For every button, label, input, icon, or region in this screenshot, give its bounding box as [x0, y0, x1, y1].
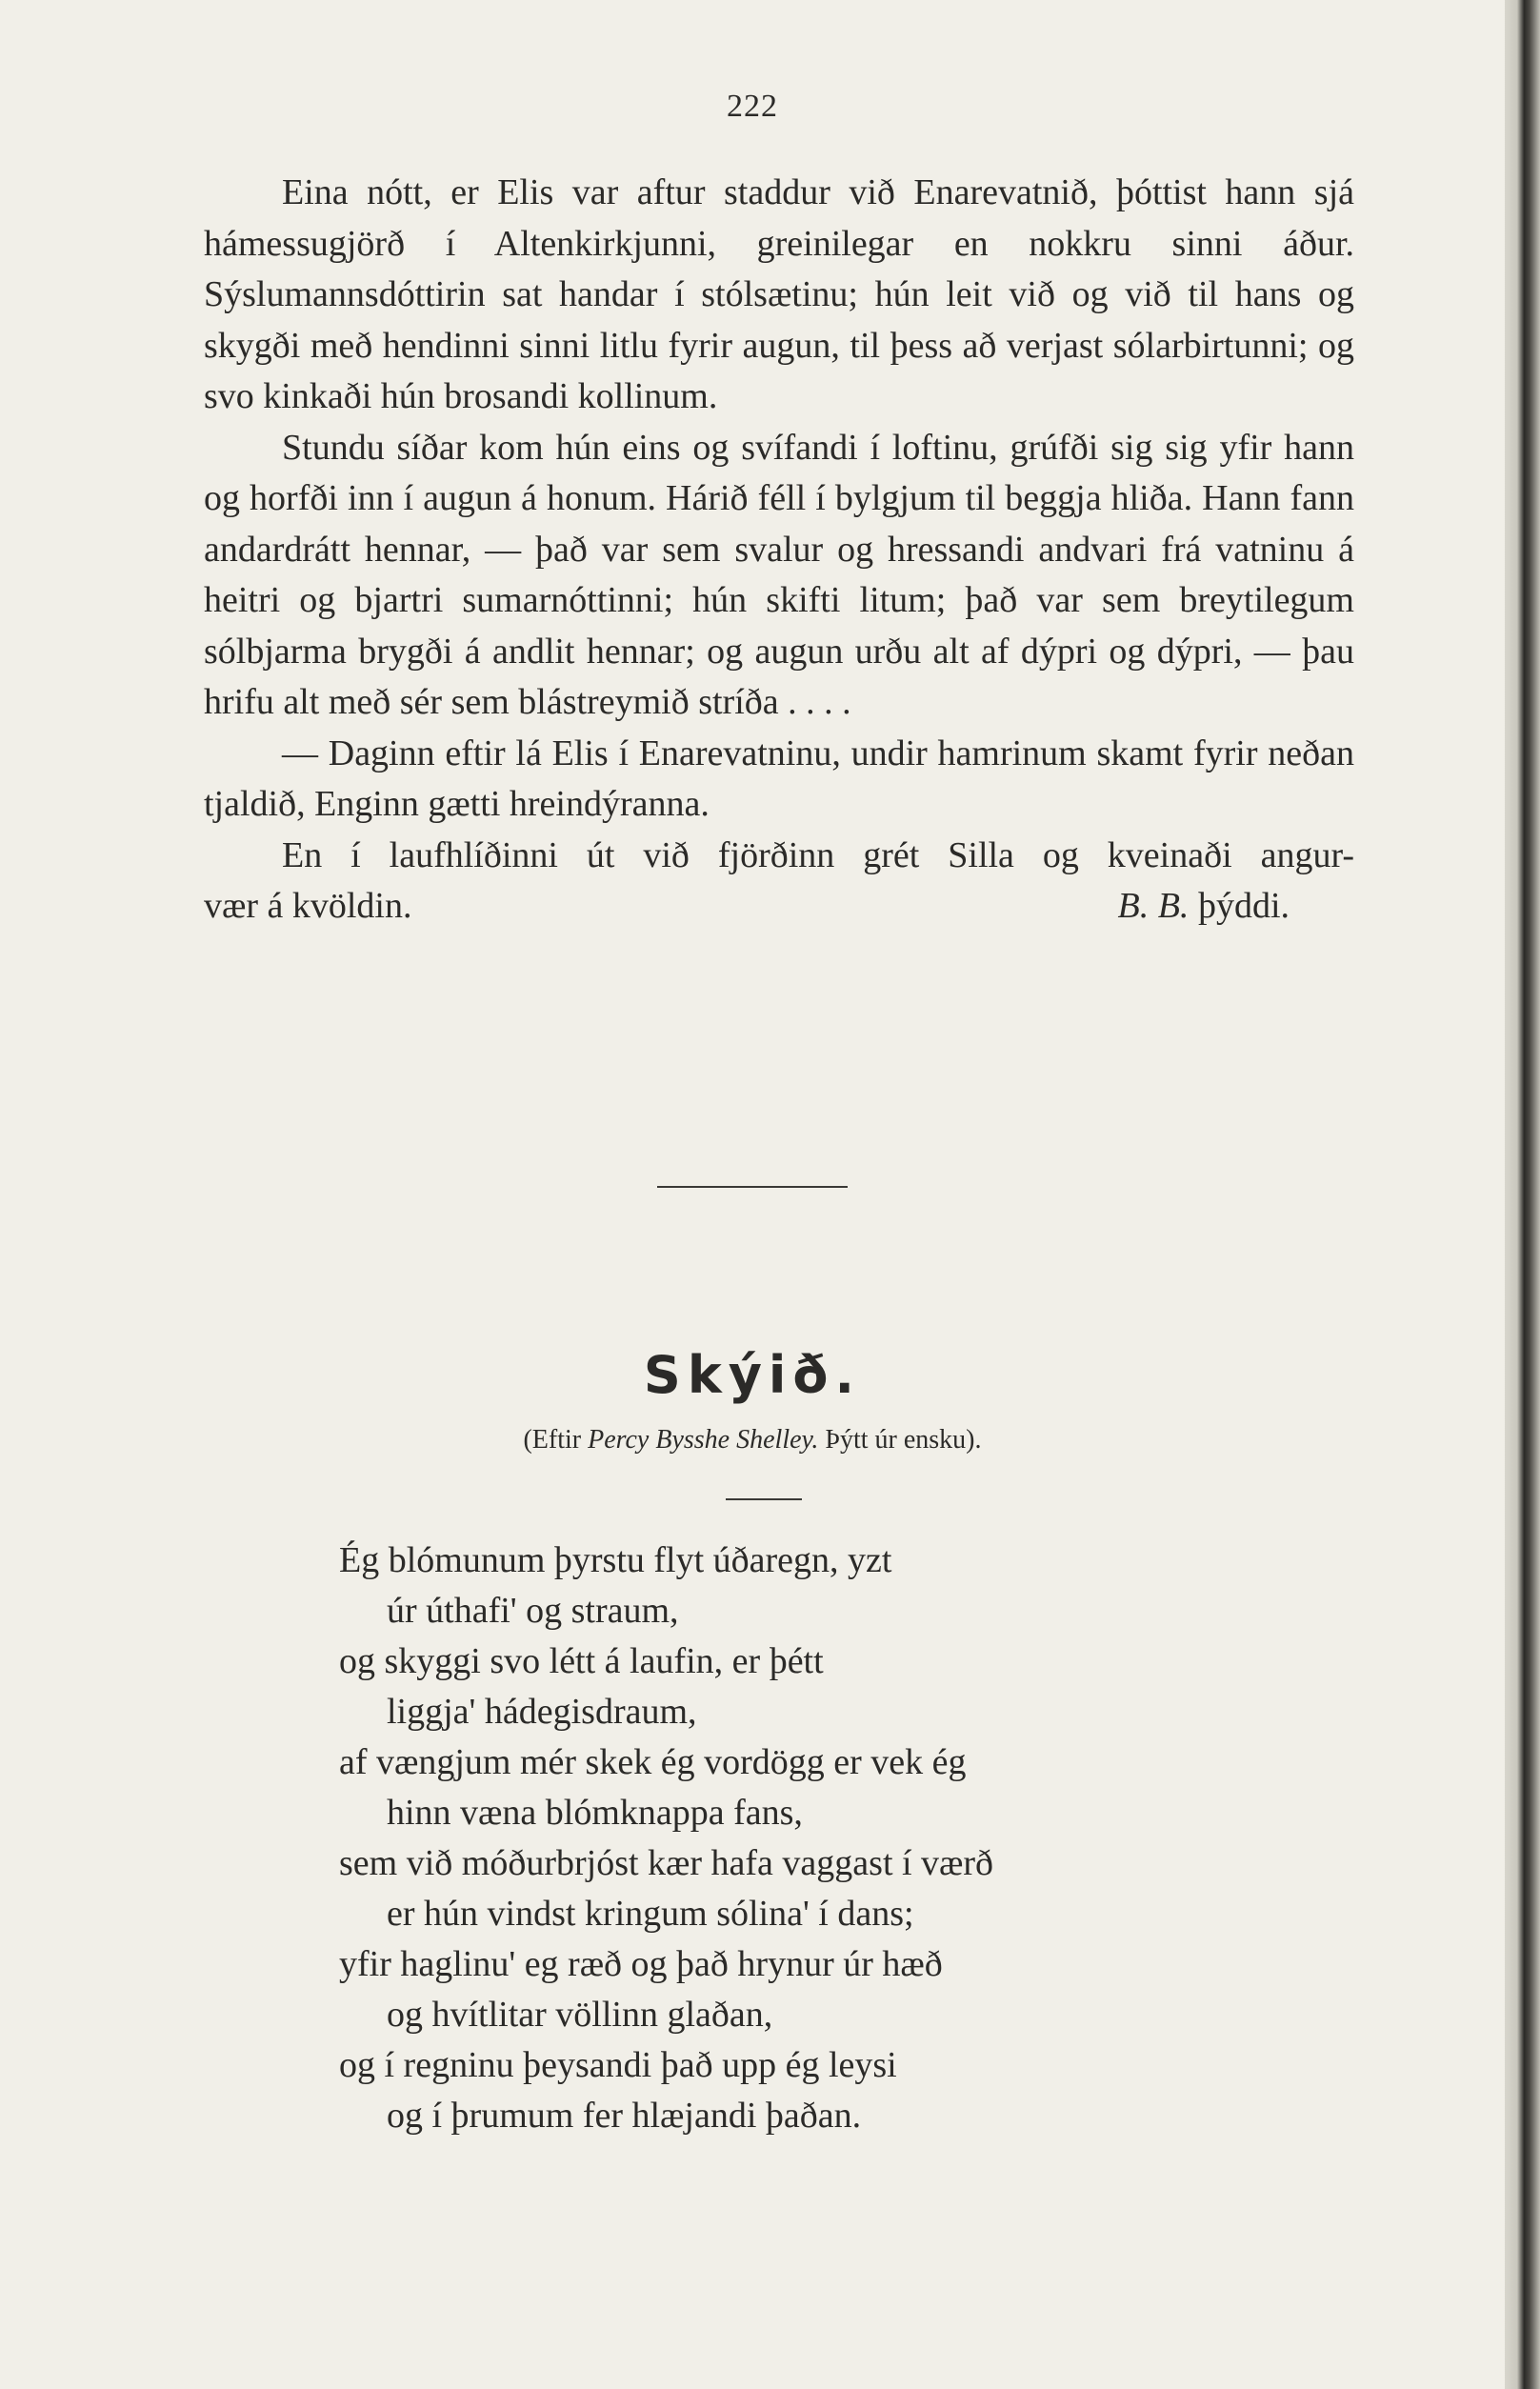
closing-paragraph-start: En í laufhlíðinni út við fjörðinn grét Silla og kveinaði angur- [282, 834, 1354, 875]
subtitle-prefix: (Eftir [523, 1425, 582, 1455]
translator-initials: B. B. [1117, 886, 1190, 926]
subtitle-suffix: Þýtt úr ensku). [825, 1425, 982, 1455]
poem-line: og í regninu þeysandi það upp ég leysi [339, 2045, 897, 2085]
poem-line: og hvítlitar völlinn glaðan, [387, 1995, 773, 2035]
book-gutter [1505, 0, 1540, 2389]
poem-title: Skýið. [643, 1345, 862, 1405]
section-divider [657, 1186, 848, 1188]
poem-line: úr úthafi' og straum, [387, 1591, 679, 1631]
prose-paragraph: Eina nótt, er Elis var aftur staddur við Enarevatnið, þóttist hann sjá hámessugjörð í Altenkirkjunni, greinilegar en nokkru sinni áður. Sýslumannsdóttirin sat handar í stólsætinu; hún leit við og við til hans og skygði með hendinni sinni litlu fyrir augun, til þess að verjast sólarbirtunni; og svo kinkaði hún brosandi kollinum. [204, 172, 1354, 416]
poem-line: liggja' hádegisdraum, [387, 1692, 697, 1732]
poem-line: hinn væna blómknappa fans, [387, 1793, 803, 1833]
closing-paragraph [204, 831, 1354, 882]
poem-subtitle [0, 1421, 1505, 1459]
poem-line: og skyggi svo létt á laufin, er þétt [339, 1641, 824, 1681]
poem-line: sem við móðurbrjóst kær hafa vaggast í værð [339, 1843, 994, 1883]
poem-line: Ég blómunum þyrstu flyt úðaregn, yzt [339, 1540, 892, 1580]
poem-stanza [339, 1536, 993, 2141]
prose-paragraph: — Daginn eftir lá Elis í Enarevatninu, undir hamrinum skamt fyrir neðan tjaldið, Enginn gætti hreindýranna. [204, 733, 1354, 824]
subtitle-author: Percy Bysshe Shelley. [588, 1425, 819, 1455]
title-divider [726, 1498, 802, 1500]
poem-line: er hún vindst kringum sólina' í dans; [387, 1894, 914, 1934]
translator-signature [1118, 881, 1355, 933]
poem-line: og í þrumum fer hlæjandi þaðan. [387, 2096, 862, 2136]
prose-section [204, 168, 1354, 933]
poem-line: yfir haglinu' eg ræð og það hrynur úr hæð [339, 1944, 943, 1984]
poem-line: af vængjum mér skek ég vordögg er vek ég [339, 1742, 967, 1782]
closing-paragraph-end: vær á kvöldin. [204, 886, 412, 926]
page-number: 222 [727, 89, 778, 124]
prose-paragraph: Stundu síðar kom hún eins og svífandi í loftinu, grúfði sig sig yfir hann og horfði inn í augun á honum. Hárið féll í bylgjum til beggja hliða. Hann fann andardrátt hennar, — það var sem svalur og hressandi andvari frá vatninu á heitri og bjartri sumarnóttinni; hún skifti litum; það var sem breytilegum sólbjarma brygði á andlit hennar; og augun urðu alt af dýpri og dýpri, — þau hrifu alt með sér sem blástreymið stríða . . . . [204, 427, 1354, 722]
closing-paragraph-last-line [204, 881, 1354, 933]
translator-word: þýddi. [1197, 886, 1290, 926]
